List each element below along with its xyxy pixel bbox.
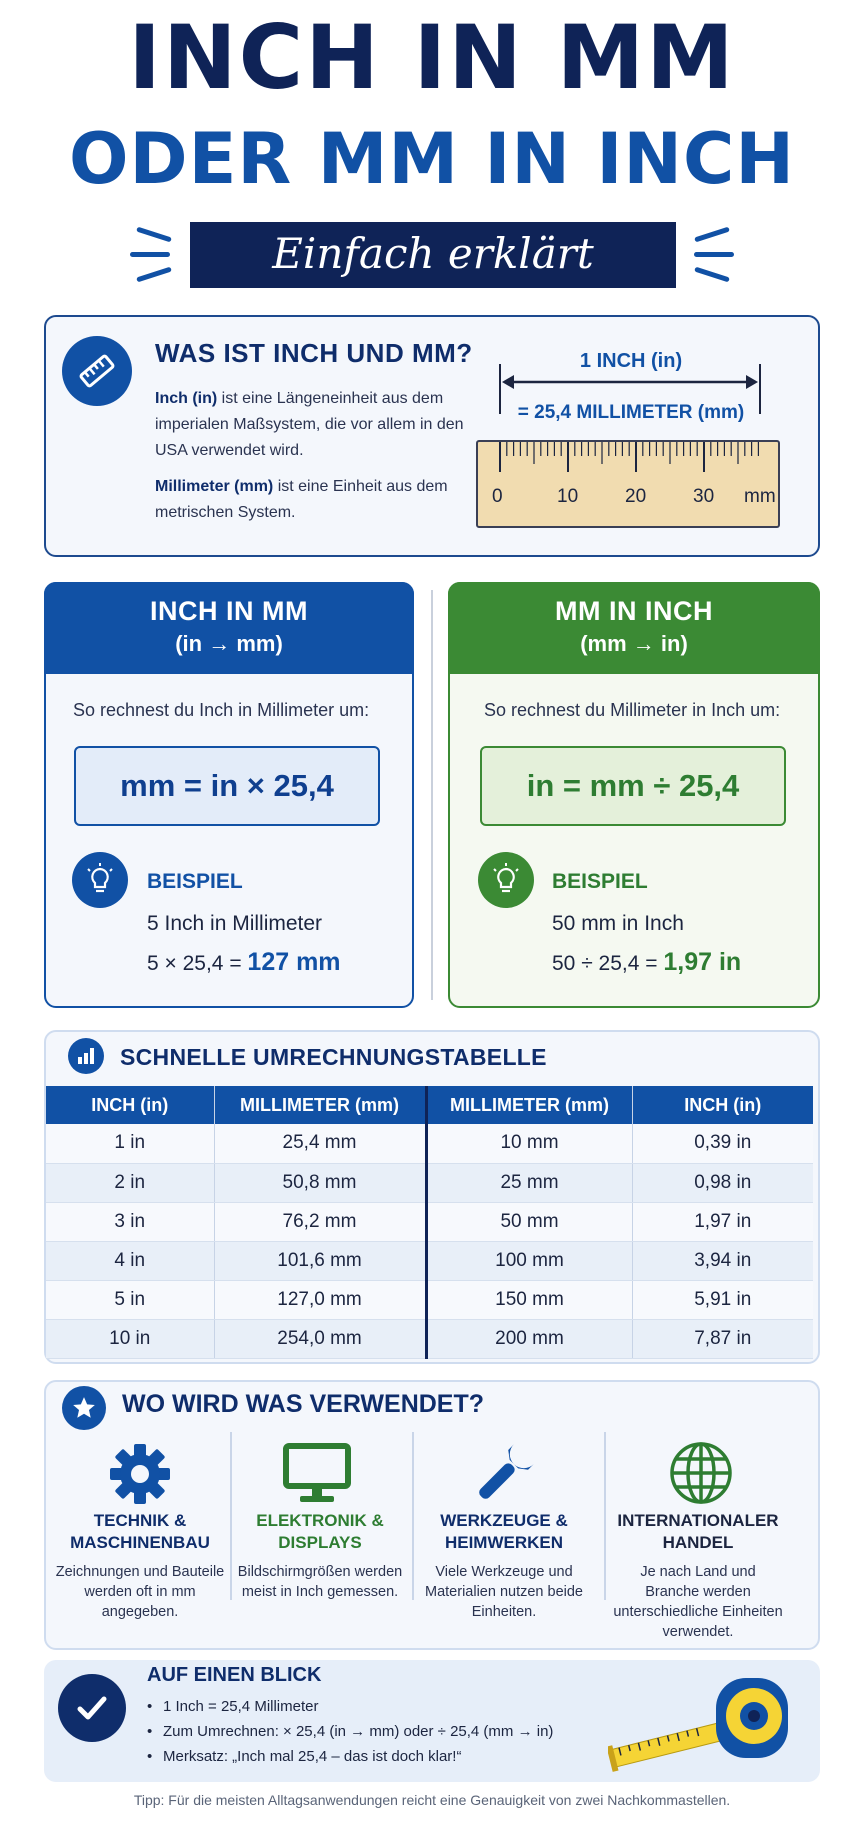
table-row xyxy=(46,1280,813,1319)
column-divider xyxy=(431,590,433,1000)
inch-to-mm-title: INCH IN MM xyxy=(150,596,308,626)
usage-item-text: Bildschirmgrößen werden meist in Inch gemessen. xyxy=(237,1564,403,1600)
table-row xyxy=(46,1202,813,1241)
inch-text: ist eine Längeneinheit aus dem imperialen Maßsystem, die vor allem in den USA verwendet wird. xyxy=(155,390,464,459)
decor-dash xyxy=(130,252,170,257)
mm-to-inch-title: MM IN INCH xyxy=(555,596,713,626)
table-header-row xyxy=(46,1086,813,1124)
gear-icon xyxy=(108,1442,172,1506)
decor-dash xyxy=(694,252,734,257)
tape-measure-icon xyxy=(608,1664,794,1776)
conversion-table xyxy=(46,1086,813,1359)
table-cell: 25 mm xyxy=(426,1163,632,1202)
page-title: INCH IN MM xyxy=(128,6,736,109)
inch-term: Inch (in) xyxy=(155,390,218,407)
calc-expression: 5 × 25,4 = xyxy=(147,952,248,975)
page-subtitle: ODER MM IN INCH xyxy=(69,118,795,200)
table-cell: 0,39 in xyxy=(632,1124,813,1163)
glance-list xyxy=(147,1694,553,1769)
table-cell: 0,98 in xyxy=(632,1163,813,1202)
mm-to-inch-intro: So rechnest du Millimeter in Inch um: xyxy=(484,700,781,720)
table-header: INCH (in) xyxy=(46,1086,214,1124)
globe-icon xyxy=(668,1440,734,1506)
usage-divider xyxy=(412,1432,414,1600)
ruler-tick-label: 30 xyxy=(693,486,715,507)
glance-title: AUF EINEN BLICK xyxy=(147,1664,322,1686)
table-cell: 2 in xyxy=(46,1163,214,1202)
usage-item-werkzeuge xyxy=(418,1510,590,1622)
tip-text: Tipp: Für die meisten Alltagsanwendungen reicht eine Genauigkeit von zwei Nachkommastellen. xyxy=(133,1792,731,1808)
table-cell: 5 in xyxy=(46,1280,214,1319)
inch-to-mm-formula: mm = in × 25,4 xyxy=(74,746,380,826)
mm-to-inch-header xyxy=(448,582,820,674)
table-cell: 200 mm xyxy=(426,1319,632,1358)
table-cell: 1,97 in xyxy=(632,1202,813,1241)
mm-definition xyxy=(155,474,465,526)
inch-to-mm-header xyxy=(44,582,414,674)
table-cell: 254,0 mm xyxy=(214,1319,426,1358)
inch-to-mm-subtitle: (in → mm) xyxy=(175,631,283,656)
usage-item-handel xyxy=(612,1510,784,1642)
ruler-ticks xyxy=(478,442,778,526)
ruler-label-mm: = 25,4 MILLIMETER (mm) xyxy=(517,402,745,423)
table-cell: 3,94 in xyxy=(632,1241,813,1280)
table-header: MILLIMETER (mm) xyxy=(426,1086,632,1124)
ruler-tick-label: 0 xyxy=(492,486,503,507)
table-cell: 100 mm xyxy=(426,1241,632,1280)
calc-expression: 50 ÷ 25,4 = xyxy=(552,952,664,975)
usage-item-title: TECHNIK & MASCHINENBAU xyxy=(70,1511,210,1552)
table-cell: 10 in xyxy=(46,1319,214,1358)
table-cell: 5,91 in xyxy=(632,1280,813,1319)
table-cell: 7,87 in xyxy=(632,1319,813,1358)
table-row xyxy=(46,1241,813,1280)
decor-dash xyxy=(694,267,730,283)
usage-item-text: Je nach Land und Branche werden unterschiedliche Einheiten verwendet. xyxy=(613,1564,783,1640)
check-icon xyxy=(58,1674,126,1742)
usage-item-text: Zeichnungen und Bauteile werden oft in mm angegeben. xyxy=(55,1564,225,1620)
usage-divider xyxy=(230,1432,232,1600)
table-cell: 4 in xyxy=(46,1241,214,1280)
monitor-icon xyxy=(282,1442,352,1506)
table-cell: 150 mm xyxy=(426,1280,632,1319)
usage-item-text: Viele Werkzeuge und Materialien nutzen beide Einheiten. xyxy=(425,1564,583,1620)
list-item: • Merksatz: „Inch mal 25,4 – das ist doch klar!“ xyxy=(147,1744,553,1769)
intro-title: WAS IST INCH UND MM? xyxy=(155,338,473,368)
ruler-tick-label: mm xyxy=(744,486,776,507)
table-cell: 10 mm xyxy=(426,1124,632,1163)
ruler-icon xyxy=(62,336,132,406)
table-cell: 50 mm xyxy=(426,1202,632,1241)
table-cell: 1 in xyxy=(46,1124,214,1163)
decor-dash xyxy=(694,227,730,243)
mm-text: ist eine Einheit aus dem metrischen System. xyxy=(155,478,448,521)
inch-to-mm-example-label: BEISPIEL xyxy=(147,870,243,893)
table-cell: 76,2 mm xyxy=(214,1202,426,1241)
lightbulb-icon xyxy=(72,852,128,908)
star-icon xyxy=(62,1386,106,1430)
table-header: MILLIMETER (mm) xyxy=(214,1086,426,1124)
table-cell: 3 in xyxy=(46,1202,214,1241)
inch-to-mm-intro: So rechnest du Inch in Millimeter um: xyxy=(73,700,370,720)
ruler-tick-label: 20 xyxy=(625,486,647,507)
ruler-tick-label: 10 xyxy=(557,486,579,507)
table-row xyxy=(46,1163,813,1202)
inch-to-mm-example-text: 5 Inch in Millimeter xyxy=(147,912,323,935)
usage-title: WO WIRD WAS VERWENDET? xyxy=(122,1390,485,1418)
ruler xyxy=(476,440,780,528)
mm-to-inch-subtitle: (mm → in) xyxy=(580,631,688,656)
lightbulb-icon xyxy=(478,852,534,908)
list-item: • 1 Inch = 25,4 Millimeter xyxy=(147,1694,553,1719)
decor-dash xyxy=(136,227,172,243)
table-cell: 25,4 mm xyxy=(214,1124,426,1163)
wrench-icon xyxy=(472,1440,536,1508)
calc-result: 1,97 in xyxy=(663,948,742,976)
table-cell: 50,8 mm xyxy=(214,1163,426,1202)
table-row xyxy=(46,1319,813,1358)
decor-dash xyxy=(136,267,172,283)
mm-to-inch-example-label: BEISPIEL xyxy=(552,870,648,893)
usage-item-title: INTERNATIONALER HANDEL xyxy=(617,1511,779,1552)
mm-to-inch-example-calc xyxy=(552,948,741,977)
table-row xyxy=(46,1124,813,1163)
ruler-label-inch: 1 INCH (in) xyxy=(579,350,683,372)
chart-icon xyxy=(68,1038,104,1074)
calc-result: 127 mm xyxy=(247,948,341,976)
table-title: SCHNELLE UMRECHNUNGSTABELLE xyxy=(120,1044,547,1070)
table-cell: 127,0 mm xyxy=(214,1280,426,1319)
inch-definition xyxy=(155,386,465,464)
mm-to-inch-formula: in = mm ÷ 25,4 xyxy=(480,746,786,826)
banner: Einfach erklärt xyxy=(190,222,676,288)
usage-item-technik xyxy=(54,1510,226,1622)
list-item: • Zum Umrechnen: × 25,4 (in → mm) oder ÷ 25,4 (mm → in) xyxy=(147,1719,553,1744)
usage-divider xyxy=(604,1432,606,1600)
usage-item-elektronik xyxy=(234,1510,406,1602)
usage-item-title: WERKZEUGE & HEIMWERKEN xyxy=(440,1511,568,1552)
table-cell: 101,6 mm xyxy=(214,1241,426,1280)
mm-to-inch-example-text: 50 mm in Inch xyxy=(552,912,684,935)
usage-item-title: ELEKTRONIK & DISPLAYS xyxy=(256,1511,384,1552)
inch-to-mm-example-calc xyxy=(147,948,341,977)
table-header: INCH (in) xyxy=(632,1086,813,1124)
mm-term: Millimeter (mm) xyxy=(155,478,274,495)
